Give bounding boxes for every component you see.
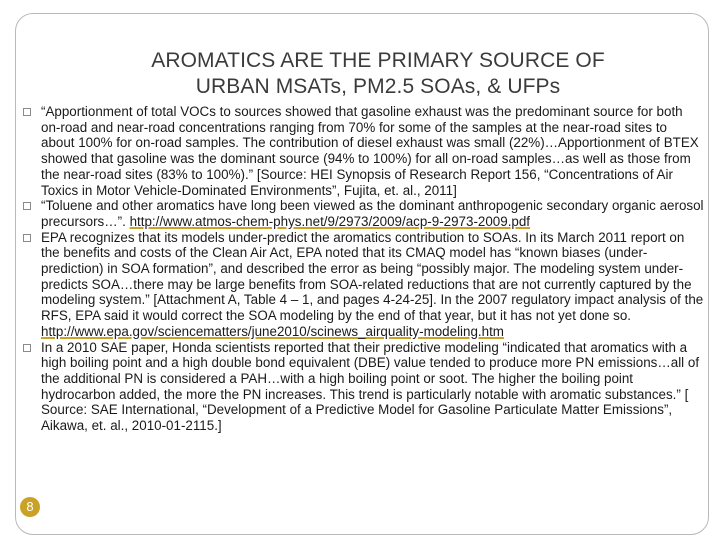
bullet-item — [22, 230, 704, 340]
square-bullet-icon — [23, 202, 31, 210]
bullet-item — [22, 198, 704, 229]
square-bullet-icon — [23, 108, 31, 116]
bullet-item — [22, 340, 704, 434]
title-line-1: AROMATICS ARE THE PRIMARY SOURCE OF — [151, 49, 605, 72]
bullet-text: EPA recognizes that its models under-predict the aromatics contribution to SOAs. In its March 2011 report on the benefits and costs of the Clean Air Act, EPA noted that its CMAQ model has “known biases (under-prediction) in SOA formation”, and described the error as being “possibly major. The modeling system under-predicts SOA…there may be large benefits from SOA-related reductions that are not currently captured by the modeling system.” [Attachment A, Table 4 – 1, and pages 4-24-25]. In the 2007 regulatory impact analysis of the RFS, EPA said it would correct the SOA modeling by the end of that year, but it has not yet done so. — [41, 229, 704, 324]
page-number-badge: 8 — [20, 497, 40, 517]
square-bullet-icon — [23, 234, 31, 242]
bullet-text: In a 2010 SAE paper, Honda scientists reported that their predictive modeling “indicated that aromatics with a high boiling point and a high double bond equivalent (DBE) value tended to produce more PN emissions…all of the additional PN is considered a PAH…with a high boiling point or soot. The higher the boiling point hydrocarbon added, the more the PN increases. This trend is particularly notable with aromatic substances.” [ Source: SAE International, “Development of a Predictive Model for Gasoline Particulate Matter Emissions”, Aikawa, et. al., 2010-01-2115.] — [41, 339, 700, 434]
square-bullet-icon — [23, 344, 31, 352]
bullet-text: “Apportionment of total VOCs to sources showed that gasoline exhaust was the predominant source for both on-road and near-road concentrations ranging from 70% for some of the samples at the near-road sites to about 100% for on-road samples. The contribution of diesel exhaust was small (22%)…Apportionment of BTEX showed that gasoline was the dominant source (94% to 100%) for all on-road samples…as well as those from the near-road sites (83% to 100%).” [Source: HEI Synopsis of Research Report 156, “Concentrations of Air Toxics in Motor Vehicle-Dominated Environments”, Fujita, et. al., 2011] — [41, 104, 699, 198]
slide-title — [88, 48, 668, 100]
bullet-item — [22, 104, 704, 198]
bullet-link[interactable]: http://www.atmos-chem-phys.net/9/2973/2009/acp-9-2973-2009.pdf — [129, 213, 531, 229]
bullet-link[interactable]: http://www.epa.gov/sciencematters/june2010/scinews_airquality-modeling.htm — [41, 323, 504, 339]
bullet-text: “Toluene and other aromatics have long been viewed as the dominant anthropogenic secondary organic aerosol precursors…”. — [41, 198, 704, 229]
bullet-list — [22, 104, 704, 434]
title-line-2: URBAN MSATs, PM2.5 SOAs, & UFPs — [195, 75, 561, 98]
